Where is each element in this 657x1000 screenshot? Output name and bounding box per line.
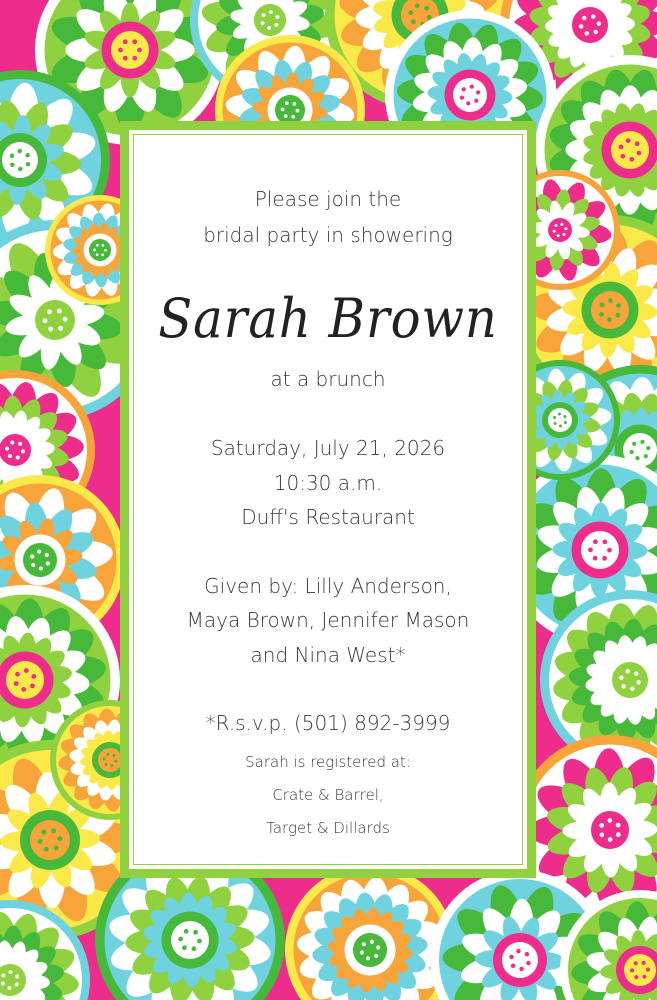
- event-venue: Duff's Restaurant: [241, 505, 415, 529]
- event-date: Saturday, July 21, 2026: [210, 436, 446, 460]
- registry-line-3: Target & Dillards: [266, 819, 390, 837]
- hosts-line-2: Maya Brown, Jennifer Mason: [186, 608, 470, 632]
- event-time: 10:30 a.m.: [273, 471, 383, 495]
- honoree-name: Sarah Brown: [158, 287, 498, 350]
- invitation-card: [120, 121, 536, 878]
- intro-line-2: bridal party in showering: [203, 223, 453, 247]
- invitation-card-inner-border: [133, 134, 523, 865]
- hosts-line-3: and Nina West*: [250, 643, 406, 667]
- hosts-line-1: Given by: Lilly Anderson,: [204, 574, 452, 598]
- rsvp-line: *R.s.v.p. (501) 892-3999: [205, 711, 451, 735]
- intro-line-1: Please join the: [254, 187, 402, 211]
- event-type: at a brunch: [270, 367, 386, 391]
- registry-line-1: Sarah is registered at:: [245, 753, 411, 771]
- registry-line-2: Crate & Barrel,: [272, 786, 384, 804]
